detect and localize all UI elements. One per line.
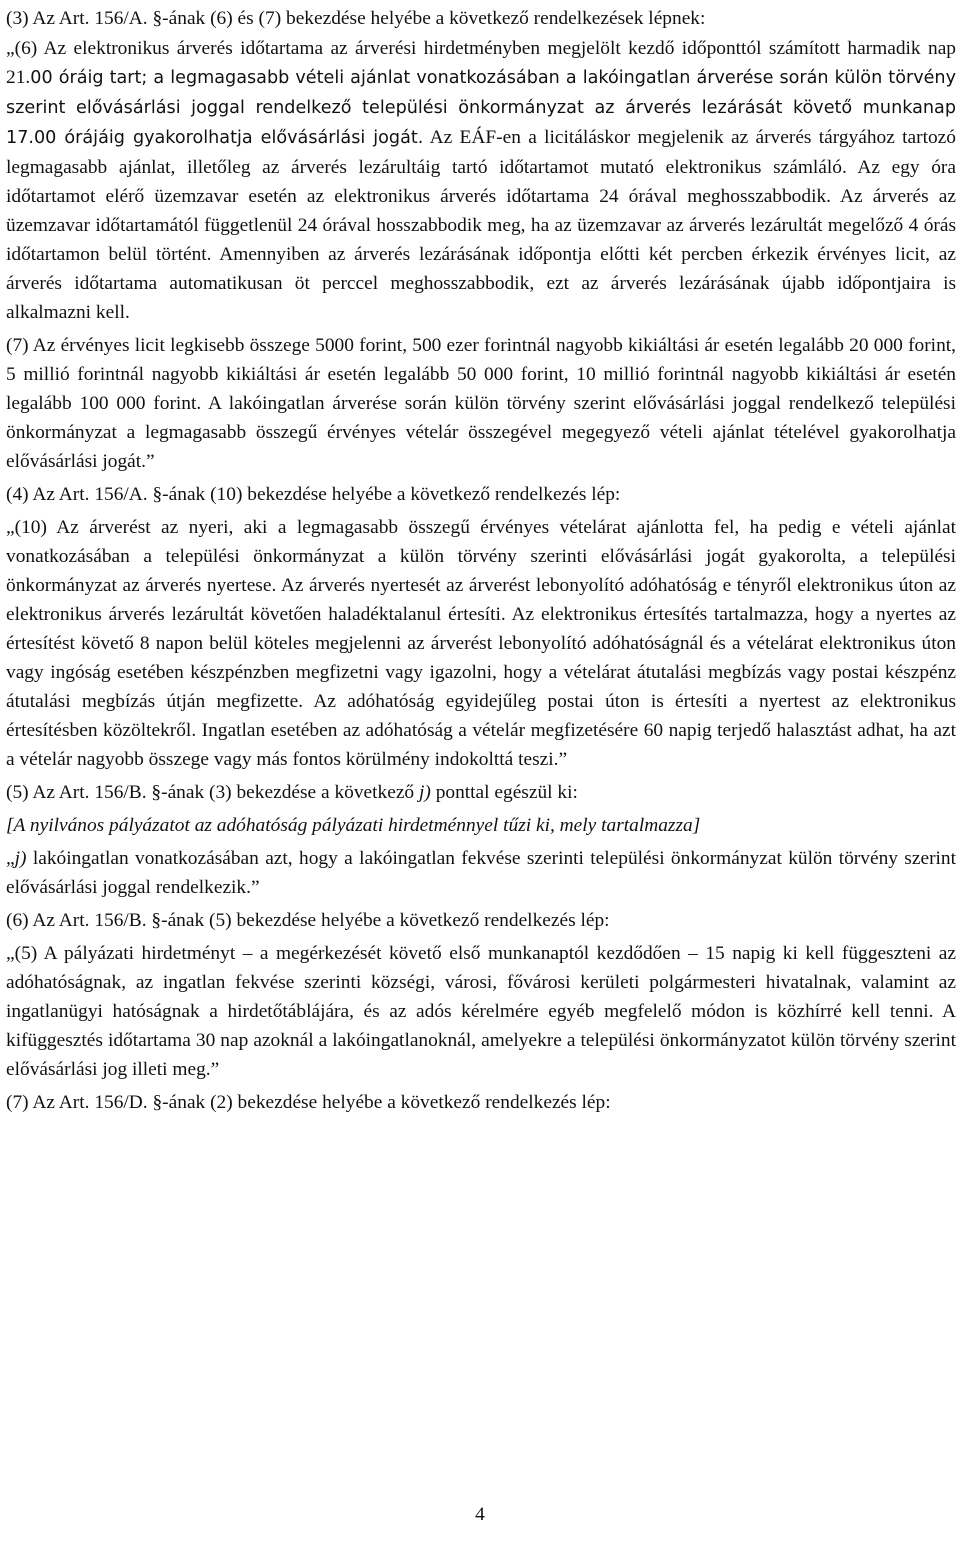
paragraph-bracketed-context: [A nyilvános pályázatot az adóhatóság pályázati hirdetménnyel tűzi ki, mely tartalmazza] — [6, 815, 701, 836]
page-number: 4 — [475, 1504, 485, 1525]
amendment-5-text-start: (5) Az Art. 156/B. §-ának (3) bekezdése a következő — [6, 782, 419, 803]
paragraph-section-10: „(10) Az árverést az nyeri, aki a legmagasabb összegű érvényes vételárat ajánlotta fel, ha pedig e vételi ajánlat vonatkozásában a települési önkormányzat a külön törvény szerinti elővásárlási jogát gyakorolta, a települési önkormányzat az árverés nyertese. Az árverés nyertesét az árverést lebonyolító adóhatóság e tényről elektronikus úton az elektronikus árverés lezárultát követően haladéktalanul értesíti. Az elektronikus értesítés tartalmazza, hogy a nyertes az értesítést követő 8 napon belül köteles megjelenni az árverést lebonyolító adóhatóságnál és a vételárat elektronikus úton vagy ingóság esetében készpénzben megfizetni vagy igazolni, hogy a vételárat átutalási megbízás vagy postai készpénz átutalási megbízás útján megfizette. Az adóhatóság egyidejűleg postai úton is értesíti a nyertest az elektronikus értesítésben közöltekről. Ingatlan esetében az adóhatóság a vételár megfizetésére 60 napig terjedő halasztást adhat, ha azt a vételár nagyobb összege vagy más fontos körülmény indokolttá teszi.” — [6, 517, 956, 770]
paragraph-amendment-3: (3) Az Art. 156/A. §-ának (6) és (7) bekezdése helyébe a következő rendelkezések lépnek: — [6, 8, 706, 29]
paragraph-amendment-7: (7) Az Art. 156/D. §-ának (2) bekezdése helyébe a következő rendelkezés lép: — [6, 1092, 611, 1113]
section-6-preemption-text: 00 óráig tart; a legmagasabb vételi ajánlat vonatkozásában a lakóingatlan árverése során külön törvény szerint elővásárlási joggal rendelkező települési önkormányzat az árverés lezárását követő munkanap 17.00 órájáig gyakorolhatja elővásárlási jogát. — [6, 68, 956, 148]
paragraph-amendment-4: (4) Az Art. 156/A. §-ának (10) bekezdése helyébe a következő rendelkezés lép: — [6, 484, 621, 505]
paragraph-point-j — [6, 844, 956, 902]
point-j-text: lakóingatlan vonatkozásában azt, hogy a lakóingatlan fekvése szerinti települési önkormányzat külön törvény szerint elővásárlási joggal rendelkezik.” — [6, 848, 956, 898]
paragraph-section-7: (7) Az érvényes licit legkisebb összege 5000 forint, 500 ezer forintnál nagyobb kikiáltási ár esetén legalább 20 000 forint, 5 millió forintnál nagyobb kikiáltási ár esetén legalább 50 000 forint, 10 millió forintnál nagyobb kikiáltási ár esetén legalább 100 000 forint. A lakóingatlan árverése során külön törvény szerint elővásárlási joggal rendelkező települési önkormányzat a legmagasabb összegű érvényes vételár összegével megegyező vételi ajánlat tételével gyakorolhatja elővásárlási jogát.” — [6, 335, 956, 472]
paragraph-section-6 — [6, 34, 956, 327]
paragraph-amendment-5 — [6, 778, 956, 807]
section-6-outage-text: Az egy óra időtartamot elérő üzemzavar esetén az elektronikus árverés időtartama 24 órával meghosszabbodik. Az árverés az üzemzavar időtartamától függetlenül 24 órával hosszabbodik meg, ha az üzemzavar az árverés lezárultát megelőző 4 órás időtartamon belül történt. Amennyiben az árverés lezárásának időpontja előtti két percben érkezik érvényes licit, az árverés időtartama automatikusan öt perccel meghosszabbodik, ezt az árverés lezárásának újabb időpontjaira is alkalmazni kell. — [6, 157, 956, 323]
amendment-5-text-end: ponttal egészül ki: — [430, 782, 578, 803]
paragraph-section-5: „(5) A pályázati hirdetményt – a megérkezését követő első munkanaptól kezdődően – 15 napig ki kell függeszteni az adóhatóságnak, az ingatlan fekvése szerinti községi, városi, fővárosi kerületi polgármesteri hivatalnak, valamint az ingatlanügyi hatóságnak a hirdetőtáblájára, és az adós kérelmére egyéb megfelelő módon is közhírré kell tenni. A kifüggesztés időtartama 30 nap azoknál a lakóingatlanoknál, amelyekre a települési önkormányzatot külön törvény szerint elővásárlási jog illeti meg.” — [6, 943, 956, 1080]
section-6-intro: „(6) Az elektronikus árverés időtartama az árverési hirdetményben megjelölt kezdő időponttól számított harmadik nap 21. — [6, 38, 956, 88]
section-6-counter-text: Az EÁF-en a licitáláskor megjelenik az árverés tárgyához tartozó legmagasabb ajánlat, illetőleg az árverés lezárultáig tartó időtartamot mutató elektronikus számláló. — [6, 127, 956, 178]
paragraph-amendment-6: (6) Az Art. 156/B. §-ának (5) bekezdése helyébe a következő rendelkezés lép: — [6, 910, 610, 931]
point-j-opening-quote: „ — [6, 848, 15, 869]
point-j-reference: j) — [418, 782, 431, 803]
document-page — [6, 4, 956, 1534]
point-j-label: j) — [14, 848, 27, 869]
